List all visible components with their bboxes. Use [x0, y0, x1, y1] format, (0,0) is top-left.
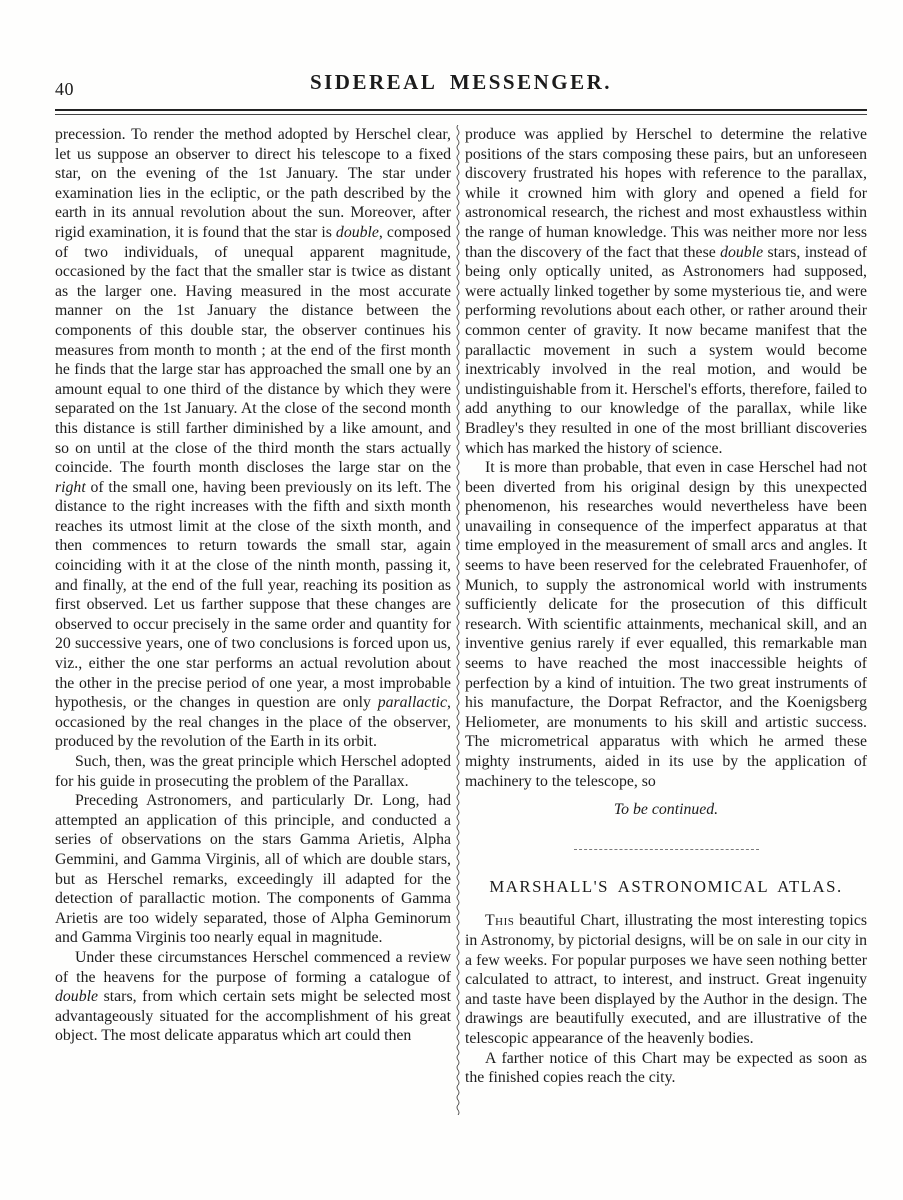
paragraph: It is more than probable, that even in case Herschel had not been diverted from his original design by this unexpected phenomenon, his researches would nevertheless have been unavailing in consequence of the imperfect apparatus at that time employed in the measurement of small arcs and angles. It seems to have been reserved for the celebrated Frauenhofer, of Munich, to supply the astronomical world with instruments sufficiently delicate for the prosecution of this difficult research. With scientific attainments, mechanical skill, and an inventive genius rarely if ever equalled, this remarkable man seems to have reached the most inaccessible heights of perfection by a kind of intuition. The two great instruments of his manufacture, the Dorpat Refractor, and the Koenigsberg Heliometer, are monuments to his skill and artistic success. The micrometrical apparatus with which he armed these mighty instruments, aided in its use by the application of machinery to the telescope, so: [465, 459, 867, 790]
content-columns: [55, 125, 867, 1115]
paragraph: Such, then, was the great principle which Herschel adopted for his guide in prosecuting the problem of the Parallax.: [55, 753, 451, 790]
article-title: MARSHALL'S ASTRONOMICAL ATLAS.: [489, 876, 843, 896]
paragraph: Preceding Astronomers, and particularly Dr. Long, had attempted an application of this principle, and conducted a series of observations on the stars Gamma Arietis, Alpha Gemmini, and Gamma Virginis, all of which are double stars, but as Herschel remarks, exceedingly ill adapted for the detection of parallactic motion. The components of Gamma Arietis are too widely separated, those of Alpha Geminorum and Gamma Virginis too nearly equal in magnitude.: [55, 792, 451, 947]
left-column: [55, 125, 451, 1115]
page-number: 40: [55, 79, 74, 99]
article-paragraph: This beautiful Chart, illustrating the most interesting topics in Astronomy, by pictorial designs, will be on sale in our city in a few weeks. For popular purposes we have seen nothing better calculated to attract, to interest, and instruct. Great ingenuity and taste have been displayed by the Author in the design. The drawings are beautifully executed, and are illustrative of the telescopic appearance of the heavenly bodies.: [465, 912, 867, 1047]
paragraph: precession. To render the method adopted by Herschel clear, let us suppose an observer to direct his telescope to a fixed star, on the evening of the 1st January. The star under examination lies in the ecliptic, or the path described by the earth in its annual revolution about the sun. Moreover, after rigid examination, it is found that the star is double, composed of two individuals, of unequal apparent magnitude, occasioned by the fact that the smaller star is twice as distant as the larger one. Having measured in the most accurate manner on the 1st January the distance between the components of this double star, the observer continues his measures from month to month ; at the end of the first month he finds that the large star has approached the small one by an amount equal to one third of the distance by which they were separated on the 1st January. At the close of the second month this distance is still farther diminished by a like amount, and so on until at the close of the third month the stars actually coincide. The fourth month discloses the large star on the right of the small one, having been previously on its left. The distance to the right increases with the fifth and sixth month reaches its utmost limit at the close of the sixth month, and then commences to return towards the small star, again coinciding with it at the close of the ninth month, passing it, and finally, at the end of the full year, reaching its position as first observed. Let us farther suppose that these changes are observed to occur precisely in the same order and quantity for 20 successive years, one of two conclusions is forced upon us, viz., either the one star performs an actual revolution about the other in the precise period of one year, a most improbable hypothesis, or the changes in question are only parallactic, occasioned by the real changes in the place of the observer, produced by the revolution of the Earth in its orbit.: [55, 126, 451, 751]
column-divider: [451, 125, 465, 1115]
article-separator-rule: [574, 849, 759, 850]
continuation-note: To be continued.: [613, 801, 719, 819]
header-double-rule: [55, 109, 867, 115]
article-paragraph: A farther notice of this Chart may be expected as soon as the finished copies reach the city.: [465, 1049, 867, 1087]
wavy-line-icon: [455, 125, 461, 1115]
page-header: [55, 70, 867, 100]
paragraph: produce was applied by Herschel to determine the relative positions of the stars composing these pairs, but an unforeseen discovery frustrated his hopes with reference to the parallax, while it crowned him with glory and opened a field for astronomical research, the richest and most exhaustless within the range of human knowledge. This was neither more nor less than the discovery of the fact that these double stars, instead of being only optically united, as Astronomers had supposed, were actually linked together by some mysterious tie, and were performing revolutions about each other, or rather around their common center of gravity. It now became manifest that the parallactic movement in such a system would become inextricably involved in the real motion, and would be undistinguishable from it. Herschel's efforts, therefore, failed to add anything to our knowledge of the parallax, while like Bradley's they resulted in one of the most brilliant discoveries which has marked the history of science.: [465, 126, 867, 457]
masthead-title: SIDEREAL MESSENGER.: [309, 70, 613, 94]
right-column: [465, 125, 867, 1115]
paragraph: Under these circumstances Herschel commenced a review of the heavens for the purpose of forming a catalogue of double stars, from which certain sets might be selected most advantageously situated for the accomplishment of his great object. The most delicate apparatus which art could then: [55, 948, 451, 1045]
